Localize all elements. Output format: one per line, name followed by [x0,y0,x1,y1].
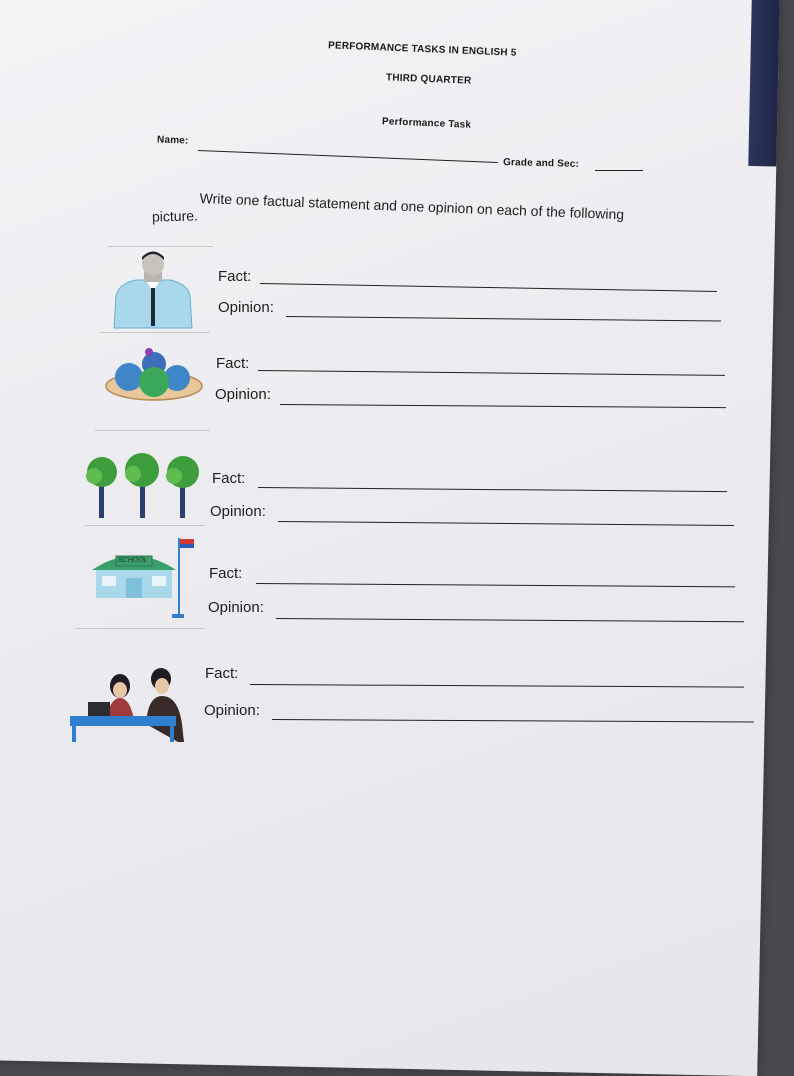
worksheet-title: PERFORMANCE TASKS IN ENGLISH 5 [327,40,517,59]
fact-label: Fact: [205,665,239,682]
fact-label: Fact: [212,470,246,487]
separator [85,525,205,526]
opinion-label: Opinion: [215,386,271,403]
fact-label: Fact: [216,355,250,372]
grade-label: Grade and Sec: [502,157,580,170]
students-icon [66,664,190,744]
school-icon [82,536,202,620]
opinion-label: Opinion: [208,599,264,616]
trees-icon [86,448,206,522]
grade-blank[interactable] [595,170,643,171]
quarter-label: THIRD QUARTER [385,72,472,87]
instructions-line2: picture. [151,207,199,225]
man-icon [108,250,198,330]
opinion-label: Opinion: [210,503,266,520]
separator [75,628,205,629]
background-edge [748,0,780,167]
opinion-label: Opinion: [204,702,260,719]
task-label: Performance Task [381,116,472,131]
fact-label: Fact: [218,268,252,285]
instructions-line1: Write one factual statement and one opinion on each of the following [199,190,625,223]
school-sign: SCHOOL [118,557,148,564]
fruit-plate-icon [104,348,204,406]
separator [95,430,210,431]
separator [100,332,210,333]
name-label: Name: [156,134,189,147]
opinion-label: Opinion: [218,299,274,316]
fact-label: Fact: [209,565,243,582]
separator [108,246,213,247]
